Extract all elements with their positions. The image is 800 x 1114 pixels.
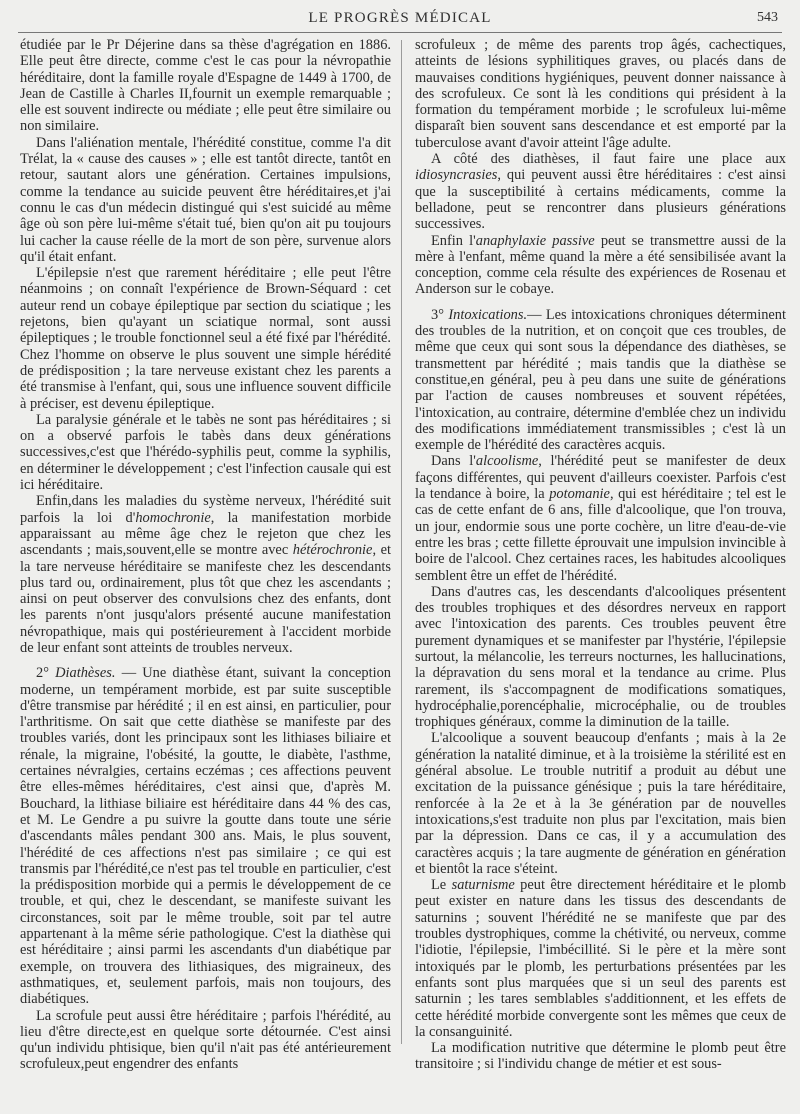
paragraph	[20, 37, 391, 135]
section-heading: Intoxications.	[448, 306, 528, 323]
paragraph-text: Enfin,dans les maladies du système nerveux, l'hérédité suit parfois la loi d'	[20, 493, 391, 526]
italic-term: alcoolisme	[475, 453, 539, 470]
journal-title: LE PROGRÈS MÉDICAL	[308, 10, 492, 26]
paragraph-text: Enfin l'	[431, 232, 476, 249]
running-head	[20, 10, 780, 32]
italic-term: potomanie	[549, 486, 610, 503]
paragraph	[415, 877, 786, 1040]
paragraph-text: Dans l'aliénation mentale, l'hérédité constitue, comme l'a dit Trélat, la « cause des causes » ; elle est tantôt directe, tantôt en retour, sautant alors une génération. Certaines impulsions, comme la tendance au suicide peuvent être héréditaires,et j'ai connu le cas d'un médecin distingué qui s'est suicidé au même âge où son père lui-même s'était tué, bien qu'on ait pu toujours lui cacher la cause réelle de la mort de son père, survenue alors qu'il était enfant.	[20, 134, 391, 265]
section-paragraph	[415, 307, 786, 454]
paragraph-text: L'alcoolique a souvent beaucoup d'enfants ; mais à la 2e génération la natalité diminue, et à la troisième la stérilité est en général absolue. Le trouble nutritif a produit au début une excitation de la puissance génésique ; puis la tare héréditaire, renforcée à la 2e et à la 3e génération par de nouvelles intoxications,s'est traduite non plus par l'excitation, mais bien par la dépression. Dans ce cas, il y a accumulation des caractères acquis ; la tare augmente de génération en génération et bientôt la race s'éteint.	[415, 730, 786, 877]
italic-term: saturnisme	[451, 877, 515, 894]
paragraph-text: peut se transmettre aussi de la mère à l'enfant, même quand la mère a été sensibilisée avant la conception, comme cela résulte des expériences de Rosenau et Anderson sur le cobaye.	[415, 232, 786, 298]
header-rule	[18, 32, 782, 33]
paragraph	[20, 135, 391, 265]
paragraph-text: , et la tare nerveuse héréditaire se manifeste chez les descendants plus tard ou, ordinairement, plus tôt que chez les ascendants ; ainsi on peut observer des convulsions chez des enfants, dont les parents n'ont jusqu'alors présenté aucune manifestation névropathique, mais qui postérieurement à l'accident morbide de leur enfant sont atteints de troubles nerveux.	[20, 542, 391, 656]
paragraph-text: La paralysie générale et le tabès ne sont pas héréditaires ; si on a observé parfois le tabès dans deux générations successives,c'est que l'hérédo-syphilis peut, comme la syphilis, en déterminer le développement ; c'est l'infection causale qui est ici héréditaire.	[20, 411, 391, 494]
paragraph	[415, 1040, 786, 1073]
paragraph	[415, 37, 786, 151]
paragraph	[20, 265, 391, 412]
section-number: 2°	[36, 665, 56, 682]
paragraph	[415, 730, 786, 877]
paragraph	[415, 233, 786, 298]
paragraph	[415, 453, 786, 583]
right-column	[415, 37, 786, 1073]
paragraph-text: La modification nutritive que détermine le plomb peut être transitoire ; si l'individu change de métier et est sous-	[415, 1040, 786, 1073]
paragraph-text: L'épilepsie n'est que rarement héréditaire ; elle peut l'être néanmoins ; on connaît l'expérience de Brown-Séquard : cet auteur rend un cobaye épileptique par section du sciatique ; les rejetons, bien qu'ayant un sciatique normal, sont aussi épileptiques ; le trouble fonctionnel seul a été fixé par l'hérédité. Chez l'homme on observe le plus souvent une simple hérédité de prédisposition ; la tare nerveuse existant chez les parents a été transmise à l'enfant, qui, sous une influence souvent difficile à préciser, est devenu épileptique.	[20, 265, 391, 412]
paragraph-text: peut être directement héréditaire et le plomb peut exister en nature dans les tissus des descendants de saturnins ; souvent l'hérédité ne se manifeste que par des troubles dystrophiques, comme la chétivité, ou nerveux, comme l'idiotie, l'épilepsie, l'imbécillité. Si le père et la mère sont intoxiqués par le plomb, les perturbations présentées par les enfants sont plus marquées que si un seul des parents est saturnin ; les tares semblables s'additionnent, et les effets de cette hérédité morbide convergente sont les mêmes que ceux de la consanguinité.	[415, 877, 786, 1040]
page-number: 543	[757, 10, 778, 25]
paragraph-text: étudiée par le Pr Déjerine dans sa thèse d'agrégation en 1886. Elle peut être directe, comme c'est le cas pour la névropathie héréditaire, dont la famille royale d'Espagne de 1449 à 1700, de Jean de Castille à Charles II,fournit un exemple remarquable ; elle est souvent indirecte ou médiate ; elle peut être similaire ou non similaire.	[20, 37, 391, 135]
paragraph-text: scrofuleux ; de même des parents trop âgés, cachectiques, atteints de lésions syphilitiques graves, ou placés dans de mauvaises conditions hygiéniques, peuvent donner naissance à des scrofuleux. Ce sont là les conditions qui président à la formation du tempérament morbide ; le scrofuleux lui-même disparaît bien souvent sans descendance et est emporté par la tuberculose avant d'avoir atteint l'âge adulte.	[415, 37, 786, 151]
italic-term: hétérochronie	[292, 542, 373, 559]
paragraph	[415, 584, 786, 731]
paragraph-text: La scrofule peut aussi être héréditaire ; parfois l'hérédité, au lieu d'être directe,est en quelque sorte détournée. C'est ainsi qu'un individu phtisique, bien qu'il n'ait pas été antérieurement scrofuleux,peut engendrer des enfants	[20, 1007, 391, 1073]
paragraph	[20, 493, 391, 656]
column-divider	[401, 40, 402, 1044]
paragraph	[415, 151, 786, 232]
paragraph-text: — Les intoxications chroniques déterminent des troubles de la nutrition, et on conçoit que ces troubles, de même que ceux qui sont sous la dépendance des diathèses, se transmettent par hérédité ; mais tandis que la diathèse se constitue,en général, peu à peu dans une suite de générations par l'action de causes nombreuses et souvent répétées, l'intoxication, au contraire, détermine d'emblée chez un individu des modifications immédiatement transmissibles ; c'est là un exemple de l'hérédité des caractères acquis.	[415, 306, 786, 454]
paragraph-text: — Une diathèse étant, suivant la conception moderne, un tempérament morbide, est par suite susceptible d'être transmise par hérédité ; il en est ainsi, en particulier, pour l'arthritisme. On sait que cette diathèse se manifeste par des troubles variés, dont les principaux sont les lithiases biliaire et rénale, la migraine, l'obésité, la goutte, le diabète, l'asthme, certaines névralgies, certains eczémas ; ces affections peuvent être elles-mêmes héréditaires, c'est ainsi que, d'après M. Bouchard, la lithiase biliaire est héréditaire dans 44 % des cas, et M. Le Gendre a pu suivre la goutte dans toute une série d'ascendants mâles pendant 300 ans. Mais, le plus souvent, l'hérédité de ces affections n'est pas similaire ; ce qui est transmis par l'hérédité,ce n'est pas tel trouble en particulier, c'est la prédisposition morbide qui a permis le développement de ce trouble, et qui, chez le descendant, se manifeste suivant les circonstances, soit par le même trouble, soit par tel autre appartenant à la même série pathologique. C'est la diathèse qui est héréditaire ; ainsi parmi les ascendants d'un diabétique par exemple, on trouvera des lithiasiques, des migraineux, des asthmatiques, et, seulement parfois, mais non toujours, des diabétiques.	[20, 665, 391, 1008]
paragraph-text: , l'hérédité peut se manifester de deux façons différentes, qui peuvent d'ailleurs coexister. Parfois c'est la tendance à boire, la	[415, 453, 787, 503]
paragraph-text: , qui est héréditaire ; tel est le cas de cette enfant de 6 ans, fille d'alcoolique, que l'on trouva, un jour, endormie sous une porte cochère, un litre d'eau-de-vie entre les bras ; cette fillette éprouvait une impulsion invincible à boire de l'alcool. Chez certaines races, les habitudes alcooliques semblent être un effet de l'hérédité.	[415, 486, 786, 584]
paragraph-text: Dans l'	[431, 453, 476, 470]
left-column	[20, 37, 391, 1073]
paragraph-text: A côté des diathèses, il faut faire une place aux	[431, 151, 786, 168]
paragraph	[20, 412, 391, 493]
section-paragraph	[20, 665, 391, 1007]
italic-term: idiosyncrasies	[415, 167, 498, 184]
section-number: 3°	[431, 306, 449, 323]
section-heading: Diathèses.	[55, 665, 116, 682]
paragraph-text: Dans d'autres cas, les descendants d'alcooliques présentent des troubles trophiques et des désordres nerveux en rapport avec l'intoxication des parents. Ces troubles peuvent être purement dynamiques et se manifester par l'hystérie, l'épilepsie surtout, la mélancolie, les terreurs nocturnes, les hallucinations, la dépravation du sens moral et la tendance au crime. Plus rarement, ils s'accompagnent de modifications somatiques, hydrocéphalie,porencéphalie, microcéphalie, ou de troubles trophiques généraux, comme la diminution de la taille.	[415, 583, 786, 731]
paragraph-text: Le	[431, 877, 452, 894]
italic-term: homochronie	[135, 509, 211, 526]
paragraph	[20, 1008, 391, 1073]
paragraph-text: , la manifestation morbide apparaissant au même âge chez le rejeton que chez les ascendants ; mais,souvent,elle se montre avec	[20, 509, 391, 559]
italic-term: anaphylaxie passive	[475, 232, 595, 249]
paragraph-text: , qui peuvent aussi être héréditaires : c'est ainsi que la susceptibilité à certains médicaments, comme la belladone, peut se rencontrer dans plusieurs générations successives.	[415, 167, 786, 233]
